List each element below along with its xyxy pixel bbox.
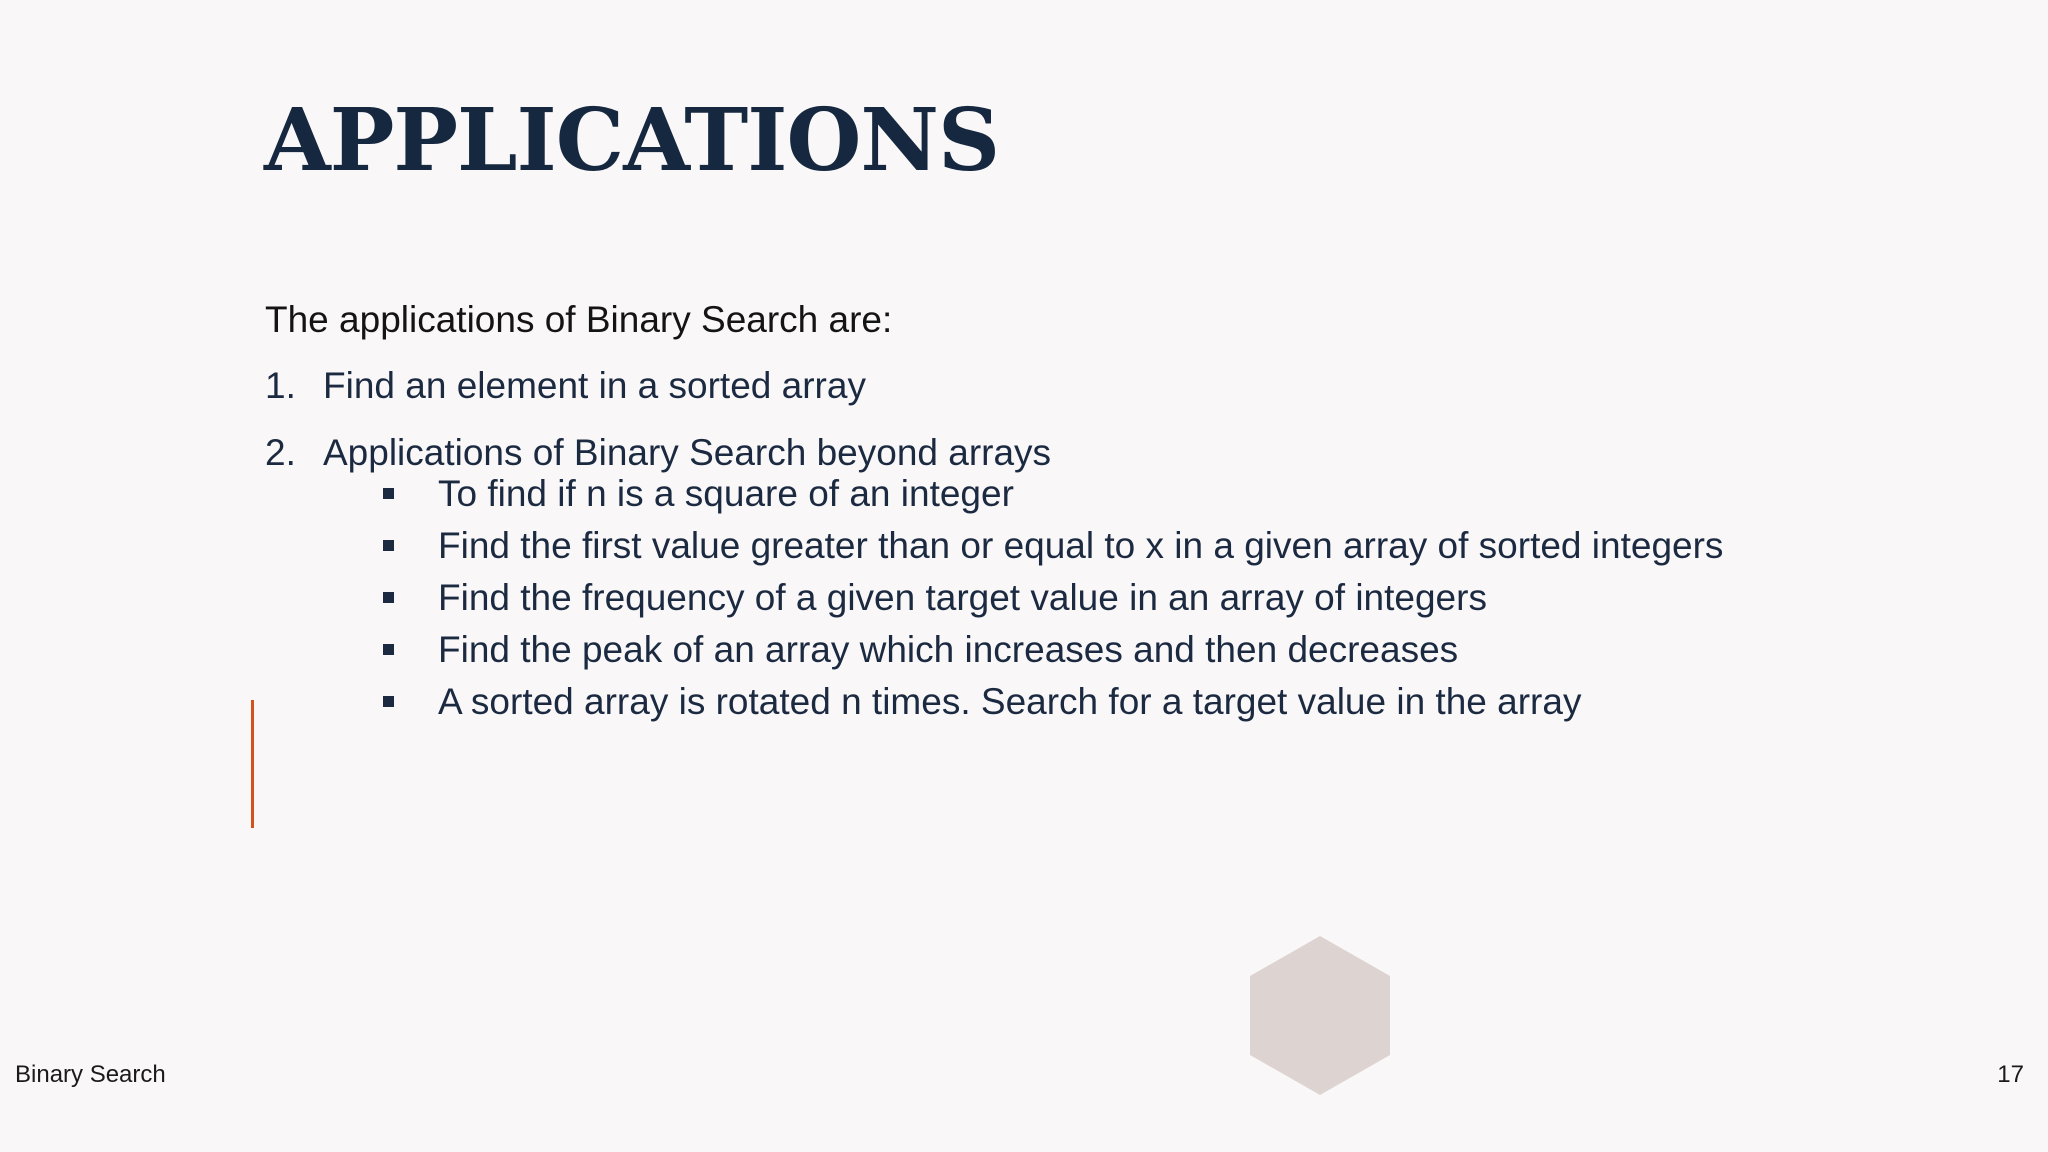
sub-bullet-item: [265, 473, 1770, 515]
sub-bullet-list: [265, 473, 1770, 723]
accent-line: [251, 700, 254, 828]
item-number: 1.: [265, 365, 296, 406]
sub-bullet-text: Find the first value greater than or equal to x in a given array of sorted integers: [438, 525, 1724, 566]
sub-bullet-text: A sorted array is rotated n times. Search for a target value in the array: [438, 681, 1582, 722]
intro-text: The applications of Binary Search are:: [265, 299, 893, 340]
numbered-item-1: [265, 364, 1770, 408]
sub-bullet-item: [265, 577, 1770, 619]
item-text: Find an element in a sorted array: [323, 365, 866, 406]
sub-bullet-text: Find the frequency of a given target value in an array of integers: [438, 577, 1487, 618]
sub-bullet-item: [265, 525, 1770, 567]
sub-bullet-text: Find the peak of an array which increases and then decreases: [438, 629, 1459, 670]
slide-title: APPLICATIONS: [264, 90, 1000, 191]
sub-bullet-item: [265, 629, 1770, 671]
square-bullet-icon: [383, 644, 394, 655]
numbered-item-2: [265, 431, 1770, 475]
item-text: Applications of Binary Search beyond arrays: [323, 432, 1052, 473]
sub-bullet-text: To find if n is a square of an integer: [438, 473, 1014, 514]
slide-content: [265, 295, 1770, 723]
sub-bullet-item: [265, 681, 1770, 723]
footer-title: Binary Search: [15, 1061, 166, 1088]
square-bullet-icon: [383, 540, 394, 551]
square-bullet-icon: [383, 488, 394, 499]
item-number: 2.: [265, 432, 296, 473]
square-bullet-icon: [383, 592, 394, 603]
hexagon-decoration: [1250, 936, 1390, 1095]
page-number: 17: [1997, 1061, 2024, 1088]
square-bullet-icon: [383, 696, 394, 707]
